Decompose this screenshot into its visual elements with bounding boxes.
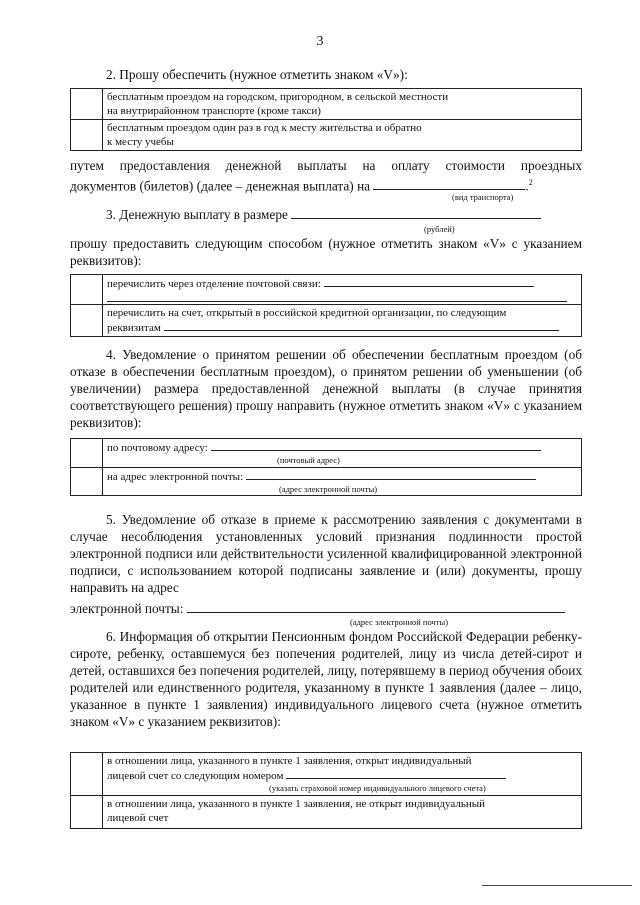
checkbox-cell[interactable] — [71, 275, 103, 305]
section-4-option-2[interactable] — [71, 468, 582, 496]
section-3-paragraph: прошу предоставить следующим способом (нужное отметить знаком «V» с указанием реквизитов): — [70, 236, 582, 268]
checkbox-cell[interactable] — [71, 120, 103, 151]
section-5-email-caption: (адрес электронной почты) — [350, 617, 449, 627]
option-text: бесплатным проездом на городском, пригородном, в сельской местности — [107, 91, 449, 103]
checkbox-cell[interactable] — [71, 89, 103, 120]
option-text: реквизитам — [107, 322, 161, 334]
snils-caption: (указать страховой номер индивидуального лицевого счета) — [269, 783, 486, 793]
section-5-email-field[interactable] — [187, 600, 565, 613]
postal-address-field[interactable] — [211, 440, 541, 451]
checkbox-cell[interactable] — [71, 305, 103, 337]
amount-field[interactable] — [291, 206, 541, 219]
section-5-email-line: электронной почты: — [70, 600, 582, 617]
section-3-heading: 3. Денежную выплату в размере — [70, 206, 582, 223]
option-text: по почтовому адресу: — [107, 442, 208, 454]
section-2-heading: 2. Прошу обеспечить (нужное отметить знаком «V»): — [106, 67, 408, 82]
postal-address-caption: (почтовый адрес) — [277, 455, 340, 465]
section-2-paragraph: путем предоставления денежной выплаты на оплату стоимости проездных — [70, 158, 582, 173]
footnote-separator — [482, 885, 632, 886]
section-2-options — [70, 88, 582, 151]
option-text: на внутрирайонном транспорте (кроме такси) — [107, 105, 321, 117]
option-text: перечислить через отделение почтовой связи: — [107, 278, 321, 290]
section-6-paragraph: 6. Информация об открытии Пенсионным фондом Российской Федерации ребенку-сироте, ребенку, оставшемуся без попечения родителей, лицу из числа детей-сирот и детей, оставшихся без попечения родителей, лицу, потерявшему в период обучения обоих родителей или единственного родителя, указанному в пункте 1 заявления (далее – лицо, указанное в пункте 1 заявления) индивидуального лицевого счета (нужное отметить знаком «V» с указанием реквизитов): — [70, 629, 582, 729]
option-text: бесплатным проездом один раз в год к месту жительства и обратно — [107, 122, 422, 134]
option-text: лицевой счет — [107, 812, 169, 824]
section-3-options — [70, 274, 582, 337]
section-6-options — [70, 752, 582, 829]
section-6-option-2[interactable] — [71, 796, 582, 829]
transport-caption: (вид транспорта) — [452, 192, 514, 202]
option-text: в отношении лица, указанного в пункте 1 заявления, не открыт индивидуальный — [107, 798, 486, 810]
option-text: лицевой счет со следующим номером — [107, 770, 284, 782]
amount-caption: (рублей) — [424, 224, 455, 234]
section-3-option-2[interactable] — [71, 305, 582, 337]
option-text: к месту учебы — [107, 136, 174, 148]
page-number: 3 — [316, 34, 324, 49]
section-4-paragraph: 4. Уведомление о принятом решении об обеспечении бесплатным проездом (об отказе в обеспечении бесплатным проездом), о принятом решении об уменьшении (об увеличении) размера предоставленной денежной выплаты (в случае принятия соответствующего решения) прошу направить (нужное отметить знаком «V» с указанием реквизитов): — [70, 347, 582, 430]
option-text: на адрес электронной почты: — [107, 471, 244, 483]
bank-details-field[interactable] — [164, 320, 559, 331]
section-4-option-1[interactable] — [71, 439, 582, 468]
snils-field[interactable] — [286, 768, 506, 779]
email-field[interactable] — [246, 469, 536, 480]
option-text: перечислить на счет, открытый в российской кредитной организации, по следующим — [107, 307, 507, 319]
post-office-field[interactable] — [324, 276, 534, 287]
section-4-options — [70, 438, 582, 496]
section-5-paragraph: 5. Уведомление об отказе в приеме к рассмотрению заявления с документами в случае несоблюдения установленных условий признания подлинности простой электронной подписи или действительности усиленной квалифицированной электронной подписи, с использованием которой подписаны заявление и (или) документы, прошу направить на адрес — [70, 512, 582, 595]
section-2-paragraph-2: документов (билетов) (далее – денежная выплата) на .$^2$ — [70, 178, 533, 194]
section-3-option-1[interactable] — [71, 275, 582, 305]
checkbox-cell[interactable] — [71, 468, 103, 496]
checkbox-cell[interactable] — [71, 796, 103, 829]
email-caption: (адрес электронной почты) — [279, 484, 378, 494]
checkbox-cell[interactable] — [71, 753, 103, 796]
post-office-field-line2[interactable] — [107, 291, 567, 302]
option-text: в отношении лица, указанного в пункте 1 заявления, открыт индивидуальный — [107, 755, 472, 767]
checkbox-cell[interactable] — [71, 439, 103, 468]
transport-type-field[interactable] — [373, 177, 525, 190]
section-2-option-2[interactable] — [71, 120, 582, 151]
section-2-option-1[interactable] — [71, 89, 582, 120]
section-6-option-1[interactable] — [71, 753, 582, 796]
